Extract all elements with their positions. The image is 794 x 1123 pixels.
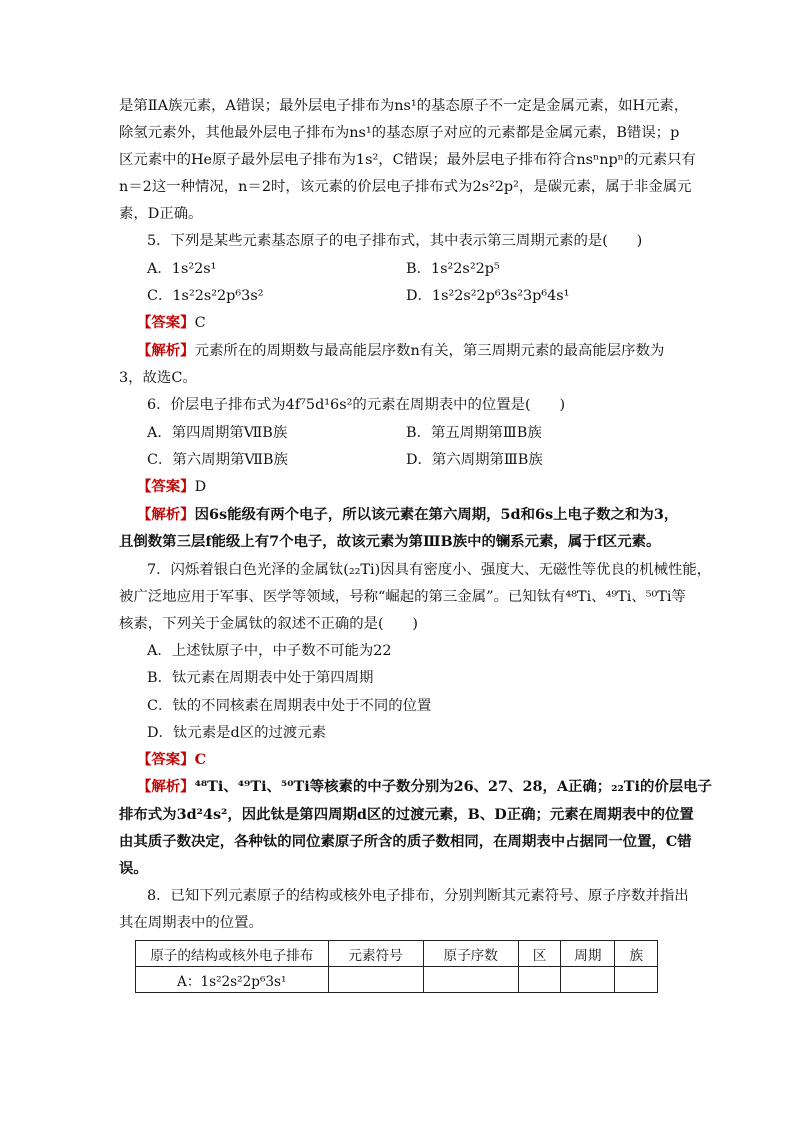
table-row <box>136 967 658 993</box>
q7-explain <box>137 777 712 797</box>
intro-line-1: 是第ⅡA族元素，A错误；最外层电子排布为ns¹的基态原子不一定是金属元素，如H元素， <box>119 98 689 114</box>
table-header-cell: 族 <box>615 941 658 967</box>
q6-option-a: A．第四周期第ⅦB族 <box>147 425 288 441</box>
table-header-cell: 原子序数 <box>423 941 518 967</box>
q6-explain <box>137 505 697 525</box>
q5-option-d: D．1s²2s²2p⁶3s²3p⁶4s¹ <box>406 288 570 304</box>
table-cell[interactable] <box>518 967 560 993</box>
table-cell[interactable] <box>615 967 658 993</box>
q5-option-b: B．1s²2s²2p⁵ <box>406 261 500 277</box>
table-cell[interactable] <box>328 967 423 993</box>
intro-line-3: 区元素中的He原子最外层电子排布为1s²，C错误；最外层电子排布符合nsⁿnpⁿ的元素只有 <box>119 152 696 168</box>
answer-value: C <box>194 751 207 768</box>
q7-answer <box>137 750 697 770</box>
q6-option-b: B．第五周期第ⅢB族 <box>406 425 542 441</box>
q7-option-a: A．上述钛原子中，中子数不可能为22 <box>147 643 392 659</box>
q7-explain-line-2: 排布式为3d²4s²，因此钛是第四周期d区的过渡元素，B、D正确；元素在周期表中的位置 <box>119 806 694 823</box>
table-header-row <box>136 941 658 967</box>
q5-option-c: C．1s²2s²2p⁶3s² <box>147 288 264 304</box>
explain-text: 元素所在的周期数与最高能层序数n有关，第三周期元素的最高能层序数为 <box>194 343 665 359</box>
q8-stem-line-1: 8．已知下列元素原子的结构或核外电子排布，分别判断其元素符号、原子序数并指出 <box>147 888 689 904</box>
table-cell[interactable] <box>423 967 518 993</box>
table-cell[interactable] <box>561 967 615 993</box>
q7-explain-line-4: 误。 <box>119 860 148 877</box>
table-header-cell: 元素符号 <box>328 941 423 967</box>
table-header-cell: 周期 <box>561 941 615 967</box>
q6-explain-line-2: 且倒数第三层f能级上有7个电子，故该元素为第ⅢB族中的镧系元素，属于f区元素。 <box>119 533 661 550</box>
intro-line-5: 素，D正确。 <box>119 206 203 222</box>
answer-value: D <box>194 479 207 495</box>
explain-text: 因6s能级有两个电子，所以该元素在第六周期，5d和6s上电子数之和为3， <box>194 506 679 523</box>
q6-stem: 6．价层电子排布式为4f⁷5d¹6s²的元素在周期表中的位置是( ) <box>147 397 566 413</box>
q5-explain <box>137 341 697 361</box>
q7-stem-line-3: 核素，下列关于金属钛的叙述不正确的是( ) <box>119 616 419 632</box>
q5-option-a: A．1s²2s¹ <box>147 261 217 277</box>
q8-table <box>135 940 658 993</box>
q7-option-b: B．钛元素在周期表中处于第四周期 <box>147 670 374 686</box>
answer-value: C <box>194 315 206 331</box>
q5-stem: 5．下列是某些元素基态原子的电子排布式，其中表示第三周期元素的是( ) <box>147 233 643 249</box>
q6-option-c: C．第六周期第ⅦB族 <box>147 452 288 468</box>
q6-answer <box>137 477 697 497</box>
q6-option-d: D．第六周期第ⅢB族 <box>406 452 543 468</box>
q7-option-c: C．钛的不同核素在周期表中处于不同的位置 <box>147 698 432 714</box>
q7-explain-line-3: 由其质子数决定，各种钛的同位素原子所含的质子数相同，在周期表中占据同一位置，C错 <box>119 833 692 850</box>
intro-line-4: n＝2这一种情况，n＝2时，该元素的价层电子排布式为2s²2p²，是碳元素，属于非金属元 <box>119 179 692 195</box>
explain-tag: 【解析】 <box>137 342 195 359</box>
answer-tag: 【答案】 <box>137 314 195 331</box>
table-header-cell: 区 <box>518 941 560 967</box>
q5-explain-line-2: 3，故选C。 <box>119 370 197 386</box>
answer-tag: 【答案】 <box>137 478 195 495</box>
q8-stem-line-2: 其在周期表中的位置。 <box>119 915 263 931</box>
q7-stem-line-2: 被广泛地应用于军事、医学等领域，号称“崛起的第三金属”。已知钛有⁴⁸Ti、⁴⁹Ti、⁵⁰Ti等 <box>119 589 686 605</box>
answer-tag: 【答案】 <box>137 751 195 768</box>
intro-line-2: 除氢元素外，其他最外层电子排布为ns¹的基态原子对应的元素都是金属元素，B错误；p <box>119 125 680 141</box>
q7-option-d: D．钛元素是d区的过渡元素 <box>147 725 327 741</box>
explain-tag: 【解析】 <box>137 506 195 523</box>
explain-text: ⁴⁸Ti、⁴⁹Ti、⁵⁰Ti等核素的中子数分别为26、27、28，A正确；₂₂Ti的价层电子 <box>194 778 712 795</box>
table-header-cell: 原子的结构或核外电子排布 <box>136 941 329 967</box>
table-cell: A：1s²2s²2p⁶3s¹ <box>136 967 329 993</box>
explain-tag: 【解析】 <box>137 778 195 795</box>
q7-stem-line-1: 7．闪烁着银白色光泽的金属钛(₂₂Ti)因具有密度小、强度大、无磁性等优良的机械性能， <box>147 562 712 578</box>
q5-answer <box>137 313 697 333</box>
